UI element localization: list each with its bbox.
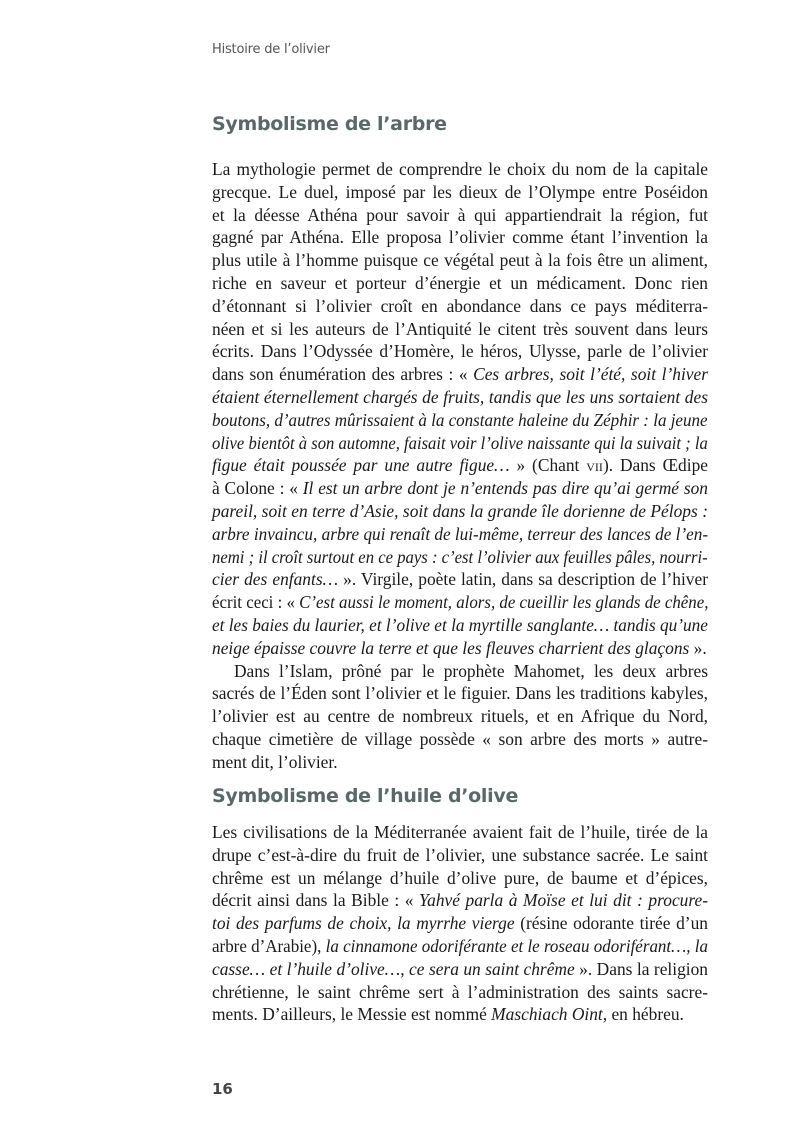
text-line — [212, 568, 708, 591]
text-line — [212, 386, 708, 409]
text-line — [212, 226, 708, 249]
italic-quote-text: et les baies du laurier, et l’olive et la myrtille sanglante… tandis qu’une — [212, 614, 708, 635]
text-run: chrétienne, le saint chrême sert à l’administration des saints sacre- — [212, 981, 708, 1002]
text-line — [212, 523, 709, 546]
section-heading-olive-oil-symbolism: Symbolisme de l’huile d’olive — [212, 785, 519, 807]
text-line — [212, 660, 708, 683]
text-line — [212, 181, 708, 204]
text-run: (résine odorante tirée d’un — [514, 913, 708, 934]
text-run: en hébreu. — [607, 1004, 684, 1025]
text-line — [212, 249, 708, 272]
text-run: à Colone : « — [212, 478, 303, 499]
text-run: gagné par Athéna. Elle proposa l’olivier comme étant l’invention la — [212, 227, 708, 248]
text-run: décrit ainsi dans la Bible : « — [212, 890, 420, 911]
italic-quote-text: Yahvé parla à Moïse et lui dit : procure- — [419, 890, 708, 911]
italic-quote-text: cier des enfants… — [212, 569, 339, 590]
text-run: ». Dans la religion — [574, 958, 708, 979]
text-run: » (Chant — [509, 455, 587, 476]
italic-quote-text: toi des parfums de choix, la myrrhe vierge — [212, 913, 515, 934]
text-run: écrits. Dans l’Odyssée d’Homère, le héros, Ulysse, parle de l’olivier — [212, 341, 708, 362]
text-run: plus utile à l’homme puisque ce végétal peut à la fois être un aliment, — [212, 250, 708, 271]
text-run: écrit ceci : « — [212, 592, 300, 613]
text-line — [212, 318, 708, 341]
text-line — [212, 844, 708, 867]
text-line — [212, 340, 708, 363]
italic-quote-text: C’est aussi le moment, alors, de cueillir les glands de chêne, — [299, 592, 709, 613]
paragraph — [212, 821, 708, 1026]
text-line — [212, 1003, 708, 1026]
italic-quote-text: Il est un arbre dont je n’entends pas dire qu’ai germé son — [302, 478, 708, 499]
italic-quote-text: arbre invaincu, arbre qui renaît de lui-même, terreur des lances de l’en- — [212, 523, 709, 544]
text-run: dans son énumération des arbres : « — [212, 364, 474, 385]
italic-quote-text: neige épaisse couvre la terre et que les fleuves charrient des glaçons — [212, 637, 690, 658]
text-line — [212, 363, 708, 386]
text-line — [212, 477, 708, 500]
text-line — [212, 614, 708, 637]
italic-quote-text: casse… et l’huile d’olive…, ce sera un saint chrême — [212, 958, 575, 979]
section-body-olive-oil-symbolism — [212, 821, 708, 1026]
text-line — [212, 728, 708, 751]
text-line — [212, 454, 708, 477]
text-run: ». — [689, 637, 707, 658]
text-line — [212, 158, 708, 181]
text-line — [212, 204, 708, 227]
text-line — [212, 889, 708, 912]
text-line — [212, 637, 708, 660]
text-run: néen et si les auteurs de l’Antiquité le citent très souvent dans leurs — [212, 318, 708, 339]
text-line — [212, 295, 708, 318]
text-line — [212, 705, 708, 728]
text-line — [212, 591, 709, 614]
text-run: drupe c’est-à-dire du fruit de l’olivier, une substance sacrée. Le saint — [212, 844, 708, 865]
section-heading-tree-symbolism: Symbolisme de l’arbre — [212, 113, 447, 135]
text-run: l’olivier est au centre de nombreux rituels, et en Afrique du Nord, — [212, 706, 708, 727]
text-run: ments. D’ailleurs, le Messie est nommé — [212, 1004, 492, 1025]
text-run: La mythologie permet de comprendre le choix du nom de la capitale — [212, 159, 708, 179]
text-run: Les civilisations de la Méditerranée avaient fait de l’huile, tirée de la — [212, 822, 708, 842]
page-number: 16 — [212, 1080, 233, 1098]
text-line — [212, 935, 708, 958]
text-run: vii — [586, 455, 603, 476]
italic-quote-text: figue était poussée par une autre figue… — [212, 455, 510, 476]
text-run: ». Virgile, poète latin, dans sa description de l’hiver — [338, 569, 708, 590]
text-run: ). Dans Œdipe — [602, 455, 708, 476]
text-run: Dans l’Islam, prôné par le prophète Mahomet, les deux arbres — [234, 660, 708, 681]
italic-quote-text: Ces arbres, soit l’été, soit l’hiver — [473, 364, 708, 385]
italic-quote-text: pareil, soit en terre d’Asie, soit dans la grande île dorienne de Pélops : — [212, 500, 708, 521]
text-run: chaque cimetière de village possède « son arbre des morts » autre- — [212, 728, 708, 749]
text-line — [212, 546, 708, 569]
text-run: arbre d’Arabie), — [212, 935, 326, 956]
text-line — [212, 682, 708, 705]
text-line — [212, 500, 708, 523]
italic-quote-text: olive bientôt à son automne, faisait voir l’olive naissante qui la suivait ; la — [212, 432, 708, 453]
text-run: riche en saveur et porteur d’énergie et un médicament. Donc rien — [212, 272, 708, 293]
text-line — [212, 751, 708, 774]
text-line — [212, 821, 708, 844]
text-line — [212, 912, 708, 935]
section-body-tree-symbolism — [212, 158, 708, 774]
text-line — [212, 958, 708, 981]
text-run: et la déesse Athéna pour savoir à qui appartiendrait la région, fut — [212, 204, 708, 225]
text-line — [212, 432, 708, 455]
text-line — [212, 409, 708, 432]
text-line — [212, 867, 708, 890]
italic-quote-text: Maschiach Oint, — [491, 1004, 608, 1025]
text-run: chrême est un mélange d’huile d’olive pure, de baume et d’épices, — [212, 867, 708, 888]
text-line — [212, 981, 708, 1004]
italic-quote-text: nemi ; il croît surtout en ce pays : c’est l’olivier aux feuilles pâles, nourri- — [212, 546, 708, 567]
text-run: ment dit, l’olivier. — [212, 751, 338, 772]
text-run: sacrés de l’Éden sont l’olivier et le figuier. Dans les traditions kabyles, — [212, 683, 708, 704]
italic-quote-text: étaient éternellement chargés de fruits, tandis que les uns sortaient des — [212, 386, 708, 407]
italic-quote-text: boutons, d’autres mûrissaient à la constante haleine du Zéphir : la jeune — [212, 409, 708, 430]
italic-quote-text: la cinnamone odoriférante et le roseau odoriférant…, la — [325, 935, 708, 956]
text-run: d’étonnant si l’olivier croît en abondance dans ce pays méditerra- — [212, 295, 708, 316]
running-head: Histoire de l’olivier — [212, 42, 330, 57]
text-run: grecque. Le duel, imposé par les dieux de l’Olympe entre Poséidon — [212, 181, 708, 202]
paragraph — [212, 660, 708, 774]
paragraph — [212, 158, 708, 660]
text-line — [212, 272, 708, 295]
